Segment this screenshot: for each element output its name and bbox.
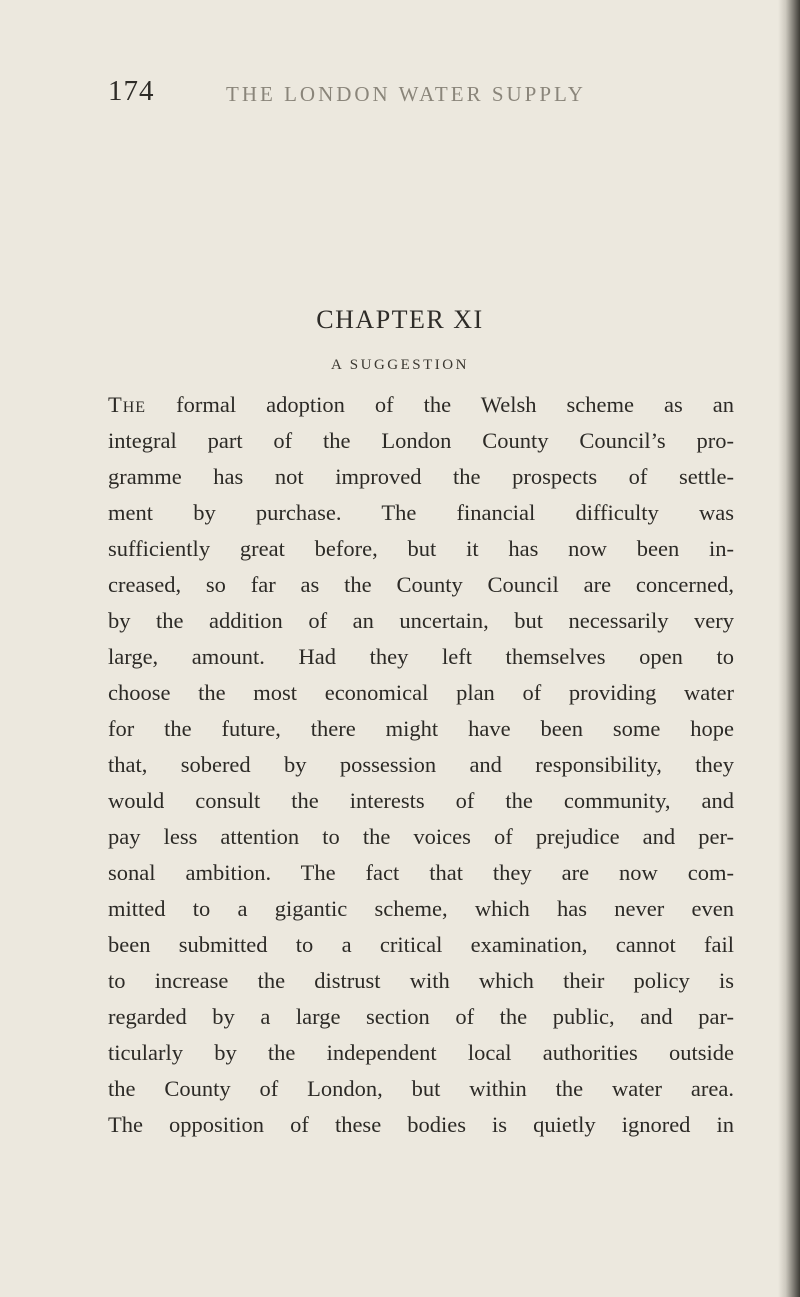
text-line: that, sobered by possession and responsibility, they xyxy=(108,752,734,777)
text-line: pay less attention to the voices of prejudice and per- xyxy=(108,824,734,849)
body-paragraph xyxy=(108,387,734,1143)
text-line: would consult the interests of the community, and xyxy=(108,788,734,813)
text-line: ticularly by the independent local authorities outside xyxy=(108,1040,734,1065)
text-line: sonal ambition. The fact that they are now com- xyxy=(108,860,734,885)
running-title: THE LONDON WATER SUPPLY xyxy=(226,82,586,106)
chapter-subtitle: A SUGGESTION xyxy=(331,357,469,373)
running-head xyxy=(108,75,608,115)
text-line: been submitted to a critical examination, cannot fail xyxy=(108,932,734,957)
page-edge-shadow xyxy=(778,0,800,1297)
text-line: gramme has not improved the prospects of settle- xyxy=(108,464,734,489)
page-number: 174 xyxy=(108,75,155,107)
text-line: regarded by a large section of the public, and par- xyxy=(108,1004,734,1029)
text-line: integral part of the London County Council’s pro- xyxy=(108,428,734,453)
text-line: ment by purchase. The financial difficulty was xyxy=(108,500,734,525)
text-line xyxy=(108,387,734,423)
first-word: The xyxy=(108,392,147,417)
text-line: the County of London, but within the water area. xyxy=(108,1076,734,1101)
text-line: large, amount. Had they left themselves open to xyxy=(108,644,734,669)
chapter-title: CHAPTER XI xyxy=(316,305,484,334)
text-line: The opposition of these bodies is quietly ignored in xyxy=(108,1112,734,1137)
text-line: sufficiently great before, but it has now been in- xyxy=(108,536,734,561)
text-line: for the future, there might have been some hope xyxy=(108,716,734,741)
text-line: by the addition of an uncertain, but necessarily very xyxy=(108,608,734,633)
text-line-content: formal adoption of the Welsh scheme as an xyxy=(146,392,734,417)
text-line: choose the most economical plan of providing water xyxy=(108,680,734,705)
text-line: mitted to a gigantic scheme, which has never even xyxy=(108,896,734,921)
text-line: creased, so far as the County Council are concerned, xyxy=(108,572,734,597)
text-line: to increase the distrust with which their policy is xyxy=(108,968,734,993)
